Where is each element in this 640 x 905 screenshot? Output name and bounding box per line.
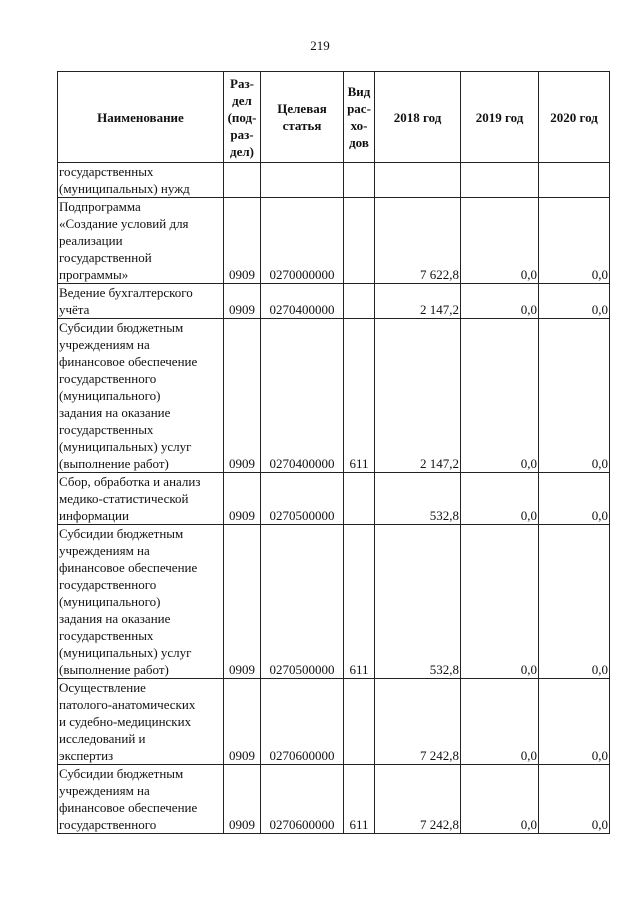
row-name: Сбор, обработка и анализ медико-статистической информации xyxy=(58,473,224,525)
row-section: 0909 xyxy=(224,284,261,319)
row-expense: 611 xyxy=(344,525,375,679)
row-2018: 2 147,2 xyxy=(375,319,461,473)
row-target: 0270600000 xyxy=(261,765,344,834)
row-section: 0909 xyxy=(224,765,261,834)
table-row xyxy=(58,765,610,834)
header-2019: 2019 год xyxy=(461,72,539,163)
row-2019 xyxy=(461,163,539,198)
table-row xyxy=(58,163,610,198)
row-2020: 0,0 xyxy=(539,198,610,284)
row-target xyxy=(261,163,344,198)
row-section: 0909 xyxy=(224,198,261,284)
table-row xyxy=(58,525,610,679)
table-row xyxy=(58,284,610,319)
table-row xyxy=(58,679,610,765)
row-2019: 0,0 xyxy=(461,765,539,834)
header-section: Раз- дел (под- раз- дел) xyxy=(224,72,261,163)
row-2019: 0,0 xyxy=(461,284,539,319)
row-target: 0270500000 xyxy=(261,525,344,679)
row-2020: 0,0 xyxy=(539,284,610,319)
row-2018: 2 147,2 xyxy=(375,284,461,319)
row-expense xyxy=(344,198,375,284)
row-2018: 532,8 xyxy=(375,525,461,679)
row-2018 xyxy=(375,163,461,198)
row-name: Осуществление патолого-анатомических и судебно-медицинских исследований и экспертиз xyxy=(58,679,224,765)
row-target: 0270400000 xyxy=(261,319,344,473)
header-2018: 2018 год xyxy=(375,72,461,163)
row-target: 0270500000 xyxy=(261,473,344,525)
row-name: Субсидии бюджетным учреждениям на финансовое обеспечение государственного (муниципального) задания на оказание государственных (муниципальных) услуг (выполнение работ) xyxy=(58,525,224,679)
header-expense: Вид рас- хо- дов xyxy=(344,72,375,163)
row-expense xyxy=(344,163,375,198)
row-2019: 0,0 xyxy=(461,319,539,473)
row-section: 0909 xyxy=(224,679,261,765)
page-number: 219 xyxy=(310,38,330,53)
row-expense xyxy=(344,679,375,765)
row-section: 0909 xyxy=(224,525,261,679)
row-2020: 0,0 xyxy=(539,473,610,525)
row-2019: 0,0 xyxy=(461,473,539,525)
row-2019: 0,0 xyxy=(461,198,539,284)
row-2019: 0,0 xyxy=(461,525,539,679)
row-2020: 0,0 xyxy=(539,679,610,765)
row-section: 0909 xyxy=(224,473,261,525)
row-expense xyxy=(344,284,375,319)
table-row xyxy=(58,198,610,284)
row-2018: 7 622,8 xyxy=(375,198,461,284)
row-expense xyxy=(344,473,375,525)
row-2018: 7 242,8 xyxy=(375,679,461,765)
row-target: 0270000000 xyxy=(261,198,344,284)
row-2020: 0,0 xyxy=(539,319,610,473)
header-2020: 2020 год xyxy=(539,72,610,163)
table-header-row xyxy=(58,72,610,163)
row-target: 0270600000 xyxy=(261,679,344,765)
budget-table xyxy=(57,71,610,834)
row-name: Подпрограмма «Создание условий для реализации государственной программы» xyxy=(58,198,224,284)
header-target: Целевая статья xyxy=(261,72,344,163)
row-2020 xyxy=(539,163,610,198)
row-section xyxy=(224,163,261,198)
row-section: 0909 xyxy=(224,319,261,473)
row-2018: 532,8 xyxy=(375,473,461,525)
row-name: Субсидии бюджетным учреждениям на финансовое обеспечение государственного xyxy=(58,765,224,834)
row-target: 0270400000 xyxy=(261,284,344,319)
table-row xyxy=(58,319,610,473)
row-2018: 7 242,8 xyxy=(375,765,461,834)
header-name: Наименование xyxy=(58,72,224,163)
table-row xyxy=(58,473,610,525)
row-2020: 0,0 xyxy=(539,525,610,679)
row-expense: 611 xyxy=(344,765,375,834)
row-name: Ведение бухгалтерского учёта xyxy=(58,284,224,319)
row-2020: 0,0 xyxy=(539,765,610,834)
row-expense: 611 xyxy=(344,319,375,473)
row-2019: 0,0 xyxy=(461,679,539,765)
row-name: Субсидии бюджетным учреждениям на финансовое обеспечение государственного (муниципального) задания на оказание государственных (муниципальных) услуг (выполнение работ) xyxy=(58,319,224,473)
row-name: государственных (муниципальных) нужд xyxy=(58,163,224,198)
